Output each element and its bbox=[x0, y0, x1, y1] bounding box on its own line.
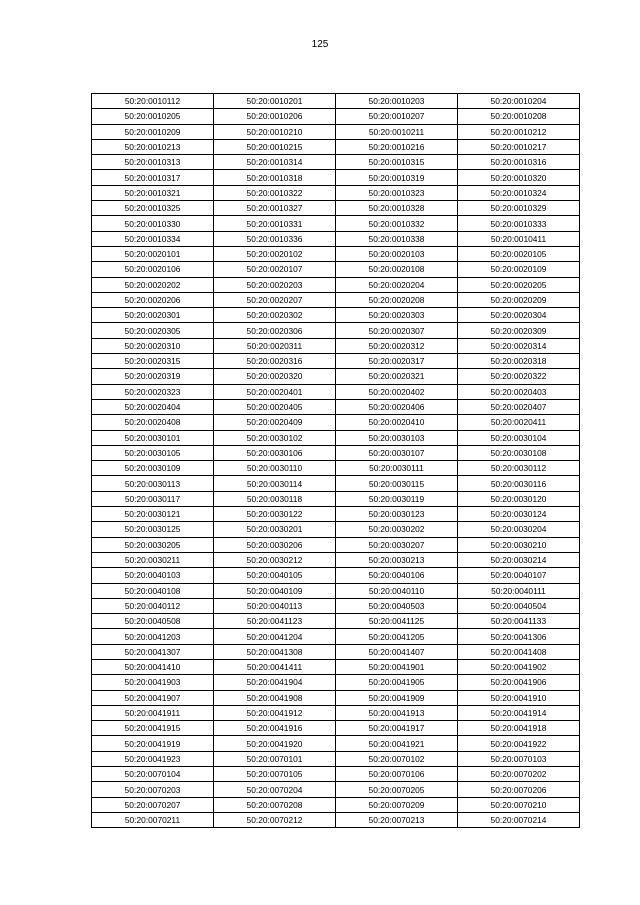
table-cell: 50:20:0030125 bbox=[92, 522, 214, 537]
table-cell: 50:20:0010330 bbox=[92, 216, 214, 231]
table-row bbox=[92, 598, 580, 613]
table-cell: 50:20:0020101 bbox=[92, 246, 214, 261]
table-cell: 50:20:0030121 bbox=[92, 507, 214, 522]
table-row bbox=[92, 216, 580, 231]
table-cell: 50:20:0041307 bbox=[92, 644, 214, 659]
table-cell: 50:20:0041916 bbox=[214, 721, 336, 736]
table-cell: 50:20:0041915 bbox=[92, 721, 214, 736]
table-cell: 50:20:0041908 bbox=[214, 690, 336, 705]
table-cell: 50:20:0020406 bbox=[336, 399, 458, 414]
table-row bbox=[92, 812, 580, 827]
table-cell: 50:20:0070206 bbox=[458, 782, 580, 797]
table-cell: 50:20:0010327 bbox=[214, 201, 336, 216]
table-cell: 50:20:0020106 bbox=[92, 262, 214, 277]
table-cell: 50:20:0070214 bbox=[458, 812, 580, 827]
table-cell: 50:20:0020323 bbox=[92, 384, 214, 399]
table-cell: 50:20:0041920 bbox=[214, 736, 336, 751]
table-row bbox=[92, 659, 580, 674]
table-row bbox=[92, 124, 580, 139]
table-cell: 50:20:0010208 bbox=[458, 109, 580, 124]
table-cell: 50:20:0070106 bbox=[336, 767, 458, 782]
table-cell: 50:20:0020307 bbox=[336, 323, 458, 338]
table-cell: 50:20:0010338 bbox=[336, 231, 458, 246]
table-cell: 50:20:0040106 bbox=[336, 568, 458, 583]
table-row bbox=[92, 338, 580, 353]
table-cell: 50:20:0010319 bbox=[336, 170, 458, 185]
table-cell: 50:20:0041306 bbox=[458, 629, 580, 644]
table-cell: 50:20:0020401 bbox=[214, 384, 336, 399]
table-cell: 50:20:0010203 bbox=[336, 94, 458, 109]
table-cell: 50:20:0041204 bbox=[214, 629, 336, 644]
table-cell: 50:20:0030103 bbox=[336, 430, 458, 445]
table-cell: 50:20:0030118 bbox=[214, 491, 336, 506]
table-cell: 50:20:0020402 bbox=[336, 384, 458, 399]
table-cell: 50:20:0020209 bbox=[458, 292, 580, 307]
table-cell: 50:20:0030105 bbox=[92, 445, 214, 460]
table-cell: 50:20:0020207 bbox=[214, 292, 336, 307]
table-cell: 50:20:0030214 bbox=[458, 552, 580, 567]
table-row bbox=[92, 94, 580, 109]
table-body bbox=[92, 94, 580, 828]
table-cell: 50:20:0010336 bbox=[214, 231, 336, 246]
table-row bbox=[92, 292, 580, 307]
table-cell: 50:20:0030120 bbox=[458, 491, 580, 506]
table-cell: 50:20:0030102 bbox=[214, 430, 336, 445]
table-cell: 50:20:0020109 bbox=[458, 262, 580, 277]
table-cell: 50:20:0030210 bbox=[458, 537, 580, 552]
table-cell: 50:20:0010209 bbox=[92, 124, 214, 139]
table-cell: 50:20:0030205 bbox=[92, 537, 214, 552]
table-row bbox=[92, 461, 580, 476]
table-cell: 50:20:0010411 bbox=[458, 231, 580, 246]
table-row bbox=[92, 399, 580, 414]
table-cell: 50:20:0020107 bbox=[214, 262, 336, 277]
table-cell: 50:20:0010325 bbox=[92, 201, 214, 216]
table-cell: 50:20:0010333 bbox=[458, 216, 580, 231]
table-cell: 50:20:0020404 bbox=[92, 399, 214, 414]
table-cell: 50:20:0040111 bbox=[458, 583, 580, 598]
table-cell: 50:20:0040108 bbox=[92, 583, 214, 598]
table-row bbox=[92, 246, 580, 261]
table-cell: 50:20:0041902 bbox=[458, 659, 580, 674]
table-cell: 50:20:0070205 bbox=[336, 782, 458, 797]
table-row bbox=[92, 552, 580, 567]
table-row bbox=[92, 767, 580, 782]
table-cell: 50:20:0020302 bbox=[214, 308, 336, 323]
table-cell: 50:20:0020311 bbox=[214, 338, 336, 353]
table-cell: 50:20:0040107 bbox=[458, 568, 580, 583]
table-cell: 50:20:0020316 bbox=[214, 354, 336, 369]
table-row bbox=[92, 445, 580, 460]
table-cell: 50:20:0020103 bbox=[336, 246, 458, 261]
table-cell: 50:20:0020403 bbox=[458, 384, 580, 399]
table-cell: 50:20:0030211 bbox=[92, 552, 214, 567]
table-cell: 50:20:0030122 bbox=[214, 507, 336, 522]
table-row bbox=[92, 614, 580, 629]
table-cell: 50:20:0030201 bbox=[214, 522, 336, 537]
table-cell: 50:20:0020319 bbox=[92, 369, 214, 384]
table-cell: 50:20:0020312 bbox=[336, 338, 458, 353]
table-cell: 50:20:0030206 bbox=[214, 537, 336, 552]
table-cell: 50:20:0041913 bbox=[336, 705, 458, 720]
table-cell: 50:20:0010318 bbox=[214, 170, 336, 185]
table-cell: 50:20:0030124 bbox=[458, 507, 580, 522]
table-cell: 50:20:0010323 bbox=[336, 185, 458, 200]
table-row bbox=[92, 369, 580, 384]
table-cell: 50:20:0020317 bbox=[336, 354, 458, 369]
table-cell: 50:20:0010329 bbox=[458, 201, 580, 216]
table-cell: 50:20:0030123 bbox=[336, 507, 458, 522]
table-cell: 50:20:0020108 bbox=[336, 262, 458, 277]
table-cell: 50:20:0020315 bbox=[92, 354, 214, 369]
table-cell: 50:20:0020405 bbox=[214, 399, 336, 414]
table-cell: 50:20:0020204 bbox=[336, 277, 458, 292]
cadastral-numbers-table bbox=[91, 93, 580, 828]
table-cell: 50:20:0041905 bbox=[336, 675, 458, 690]
table-cell: 50:20:0020206 bbox=[92, 292, 214, 307]
table-cell: 50:20:0020301 bbox=[92, 308, 214, 323]
table-cell: 50:20:0030113 bbox=[92, 476, 214, 491]
table-cell: 50:20:0010324 bbox=[458, 185, 580, 200]
table-cell: 50:20:0030111 bbox=[336, 461, 458, 476]
table-row bbox=[92, 583, 580, 598]
table-cell: 50:20:0070103 bbox=[458, 751, 580, 766]
table-cell: 50:20:0041901 bbox=[336, 659, 458, 674]
table-row bbox=[92, 705, 580, 720]
table-cell: 50:20:0020303 bbox=[336, 308, 458, 323]
table-cell: 50:20:0041909 bbox=[336, 690, 458, 705]
table-cell: 50:20:0010328 bbox=[336, 201, 458, 216]
table-cell: 50:20:0040503 bbox=[336, 598, 458, 613]
table-cell: 50:20:0030119 bbox=[336, 491, 458, 506]
table-cell: 50:20:0020305 bbox=[92, 323, 214, 338]
table-cell: 50:20:0070207 bbox=[92, 797, 214, 812]
table-cell: 50:20:0041917 bbox=[336, 721, 458, 736]
table-cell: 50:20:0040113 bbox=[214, 598, 336, 613]
table-row bbox=[92, 139, 580, 154]
table-cell: 50:20:0030204 bbox=[458, 522, 580, 537]
table-cell: 50:20:0020203 bbox=[214, 277, 336, 292]
table-row bbox=[92, 751, 580, 766]
table-cell: 50:20:0020410 bbox=[336, 415, 458, 430]
table-row bbox=[92, 476, 580, 491]
table-row bbox=[92, 308, 580, 323]
table-cell: 50:20:0010314 bbox=[214, 155, 336, 170]
table-cell: 50:20:0040112 bbox=[92, 598, 214, 613]
table-cell: 50:20:0010215 bbox=[214, 139, 336, 154]
table-cell: 50:20:0041906 bbox=[458, 675, 580, 690]
table-cell: 50:20:0020102 bbox=[214, 246, 336, 261]
table-cell: 50:20:0030207 bbox=[336, 537, 458, 552]
table-cell: 50:20:0020202 bbox=[92, 277, 214, 292]
table-cell: 50:20:0041907 bbox=[92, 690, 214, 705]
table-row bbox=[92, 185, 580, 200]
table-row bbox=[92, 277, 580, 292]
table-cell: 50:20:0010204 bbox=[458, 94, 580, 109]
table-cell: 50:20:0041911 bbox=[92, 705, 214, 720]
table-cell: 50:20:0041919 bbox=[92, 736, 214, 751]
table-cell: 50:20:0030107 bbox=[336, 445, 458, 460]
table-cell: 50:20:0070102 bbox=[336, 751, 458, 766]
table-cell: 50:20:0070210 bbox=[458, 797, 580, 812]
table-row bbox=[92, 507, 580, 522]
table-cell: 50:20:0010332 bbox=[336, 216, 458, 231]
table-cell: 50:20:0041407 bbox=[336, 644, 458, 659]
table-cell: 50:20:0041914 bbox=[458, 705, 580, 720]
table-cell: 50:20:0070213 bbox=[336, 812, 458, 827]
table-cell: 50:20:0041408 bbox=[458, 644, 580, 659]
table-row bbox=[92, 231, 580, 246]
table-cell: 50:20:0020318 bbox=[458, 354, 580, 369]
table-cell: 50:20:0010210 bbox=[214, 124, 336, 139]
table-cell: 50:20:0010322 bbox=[214, 185, 336, 200]
table-cell: 50:20:0020314 bbox=[458, 338, 580, 353]
table-row bbox=[92, 522, 580, 537]
table-cell: 50:20:0010331 bbox=[214, 216, 336, 231]
table-row bbox=[92, 155, 580, 170]
table-cell: 50:20:0010206 bbox=[214, 109, 336, 124]
table-cell: 50:20:0041923 bbox=[92, 751, 214, 766]
table-cell: 50:20:0020205 bbox=[458, 277, 580, 292]
table-cell: 50:20:0020408 bbox=[92, 415, 214, 430]
table-cell: 50:20:0070211 bbox=[92, 812, 214, 827]
table-cell: 50:20:0041203 bbox=[92, 629, 214, 644]
table-cell: 50:20:0030212 bbox=[214, 552, 336, 567]
table-cell: 50:20:0010216 bbox=[336, 139, 458, 154]
table-cell: 50:20:0020322 bbox=[458, 369, 580, 384]
table-cell: 50:20:0030114 bbox=[214, 476, 336, 491]
table-cell: 50:20:0010320 bbox=[458, 170, 580, 185]
table-cell: 50:20:0010316 bbox=[458, 155, 580, 170]
table-cell: 50:20:0010207 bbox=[336, 109, 458, 124]
table-cell: 50:20:0041410 bbox=[92, 659, 214, 674]
table-cell: 50:20:0070202 bbox=[458, 767, 580, 782]
table-cell: 50:20:0030110 bbox=[214, 461, 336, 476]
table-cell: 50:20:0020411 bbox=[458, 415, 580, 430]
table-row bbox=[92, 170, 580, 185]
table-row bbox=[92, 415, 580, 430]
table-cell: 50:20:0010213 bbox=[92, 139, 214, 154]
table-cell: 50:20:0010334 bbox=[92, 231, 214, 246]
table-row bbox=[92, 675, 580, 690]
table-cell: 50:20:0030108 bbox=[458, 445, 580, 460]
table-cell: 50:20:0020304 bbox=[458, 308, 580, 323]
table-row bbox=[92, 323, 580, 338]
table-row bbox=[92, 644, 580, 659]
table-cell: 50:20:0041308 bbox=[214, 644, 336, 659]
table-cell: 50:20:0010112 bbox=[92, 94, 214, 109]
table-cell: 50:20:0020306 bbox=[214, 323, 336, 338]
table-cell: 50:20:0041922 bbox=[458, 736, 580, 751]
table-cell: 50:20:0040105 bbox=[214, 568, 336, 583]
table-cell: 50:20:0070203 bbox=[92, 782, 214, 797]
table-cell: 50:20:0030115 bbox=[336, 476, 458, 491]
table-cell: 50:20:0040504 bbox=[458, 598, 580, 613]
table-row bbox=[92, 537, 580, 552]
table-row bbox=[92, 262, 580, 277]
table-cell: 50:20:0070212 bbox=[214, 812, 336, 827]
table-row bbox=[92, 782, 580, 797]
table-cell: 50:20:0040103 bbox=[92, 568, 214, 583]
table-cell: 50:20:0070208 bbox=[214, 797, 336, 812]
page-number: 125 bbox=[311, 39, 329, 50]
table-cell: 50:20:0041125 bbox=[336, 614, 458, 629]
table-cell: 50:20:0010315 bbox=[336, 155, 458, 170]
table-cell: 50:20:0040109 bbox=[214, 583, 336, 598]
table-row bbox=[92, 109, 580, 124]
table-cell: 50:20:0010317 bbox=[92, 170, 214, 185]
table-row bbox=[92, 629, 580, 644]
table-cell: 50:20:0030104 bbox=[458, 430, 580, 445]
table-row bbox=[92, 491, 580, 506]
table-cell: 50:20:0020310 bbox=[92, 338, 214, 353]
table-cell: 50:20:0030117 bbox=[92, 491, 214, 506]
table-cell: 50:20:0020321 bbox=[336, 369, 458, 384]
table-cell: 50:20:0041921 bbox=[336, 736, 458, 751]
table-cell: 50:20:0041910 bbox=[458, 690, 580, 705]
table-cell: 50:20:0010211 bbox=[336, 124, 458, 139]
table-row bbox=[92, 736, 580, 751]
table-cell: 50:20:0020309 bbox=[458, 323, 580, 338]
table-cell: 50:20:0070104 bbox=[92, 767, 214, 782]
table-cell: 50:20:0010313 bbox=[92, 155, 214, 170]
table-cell: 50:20:0010205 bbox=[92, 109, 214, 124]
table-cell: 50:20:0070105 bbox=[214, 767, 336, 782]
table-cell: 50:20:0041903 bbox=[92, 675, 214, 690]
table-cell: 50:20:0041123 bbox=[214, 614, 336, 629]
table-row bbox=[92, 384, 580, 399]
table-cell: 50:20:0040508 bbox=[92, 614, 214, 629]
table-row bbox=[92, 201, 580, 216]
table-cell: 50:20:0030112 bbox=[458, 461, 580, 476]
table-cell: 50:20:0040110 bbox=[336, 583, 458, 598]
table-cell: 50:20:0020409 bbox=[214, 415, 336, 430]
table-cell: 50:20:0041918 bbox=[458, 721, 580, 736]
table-cell: 50:20:0030202 bbox=[336, 522, 458, 537]
table-cell: 50:20:0010201 bbox=[214, 94, 336, 109]
table-cell: 50:20:0020407 bbox=[458, 399, 580, 414]
table-cell: 50:20:0070204 bbox=[214, 782, 336, 797]
table-cell: 50:20:0041411 bbox=[214, 659, 336, 674]
table-cell: 50:20:0010321 bbox=[92, 185, 214, 200]
table-cell: 50:20:0010217 bbox=[458, 139, 580, 154]
table-cell: 50:20:0030213 bbox=[336, 552, 458, 567]
table-row bbox=[92, 721, 580, 736]
table-cell: 50:20:0020105 bbox=[458, 246, 580, 261]
table-cell: 50:20:0020320 bbox=[214, 369, 336, 384]
table-cell: 50:20:0070101 bbox=[214, 751, 336, 766]
table-cell: 50:20:0041912 bbox=[214, 705, 336, 720]
table-cell: 50:20:0030106 bbox=[214, 445, 336, 460]
table-cell: 50:20:0030101 bbox=[92, 430, 214, 445]
table-cell: 50:20:0041904 bbox=[214, 675, 336, 690]
table-cell: 50:20:0030116 bbox=[458, 476, 580, 491]
table-cell: 50:20:0030109 bbox=[92, 461, 214, 476]
table-cell: 50:20:0041205 bbox=[336, 629, 458, 644]
table-cell: 50:20:0010212 bbox=[458, 124, 580, 139]
table-row bbox=[92, 568, 580, 583]
table-cell: 50:20:0041133 bbox=[458, 614, 580, 629]
table-row bbox=[92, 354, 580, 369]
table-cell: 50:20:0020208 bbox=[336, 292, 458, 307]
table-row bbox=[92, 430, 580, 445]
table-cell: 50:20:0070209 bbox=[336, 797, 458, 812]
table-row bbox=[92, 797, 580, 812]
table-row bbox=[92, 690, 580, 705]
